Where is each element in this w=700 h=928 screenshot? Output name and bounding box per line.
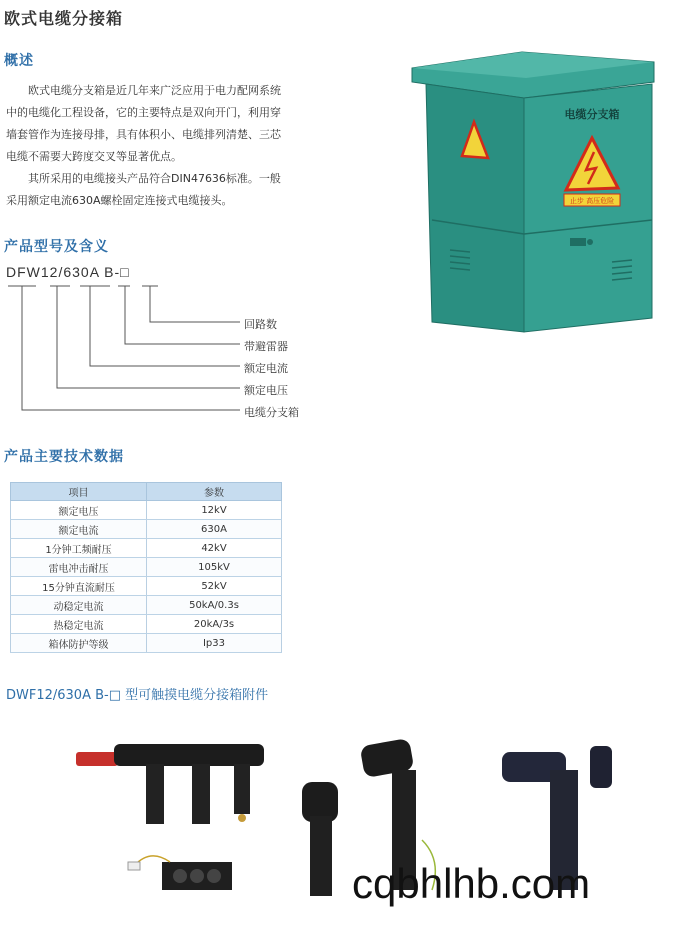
table-row <box>11 634 282 653</box>
table-row <box>11 615 282 634</box>
leader-box <box>22 286 240 410</box>
table-cell: 1分钟工频耐压 <box>11 539 147 558</box>
overview-line: 电缆不需要大跨度交叉等显著优点。 <box>6 150 182 163</box>
cable-branch-box-image <box>404 40 660 340</box>
overview-line: 中的电缆化工程设备，它的主要特点是双向开门，利用穿 <box>6 106 281 119</box>
table-cell: 50kA/0.3s <box>147 596 282 615</box>
connector-leg <box>234 764 250 814</box>
model-code: DFW12/630A B-□ <box>6 264 130 280</box>
table-row <box>11 501 282 520</box>
connector-leg <box>146 764 164 824</box>
table-cell: 12kV <box>147 501 282 520</box>
leader-current <box>90 286 240 366</box>
cabinet-label: 电缆分支箱 <box>564 108 620 121</box>
label-rated-current: 额定电流 <box>244 362 288 375</box>
leader-arrester <box>125 286 240 344</box>
leader-circuits <box>150 286 240 322</box>
model-designation-tree <box>0 278 260 418</box>
red-bushing <box>76 752 118 766</box>
label-rated-voltage: 额定电压 <box>244 384 288 397</box>
socket-block-image <box>128 856 232 890</box>
overview-line: 采用额定电流630A螺栓固定连接式电缆接头。 <box>6 194 233 207</box>
table-cell: 额定电流 <box>11 520 147 539</box>
column-header: 项目 <box>11 483 147 501</box>
specs-heading: 产品主要技术数据 <box>4 449 124 465</box>
connector-bus <box>114 744 264 766</box>
table-cell: 52kV <box>147 577 282 596</box>
connector-leg <box>192 764 210 824</box>
page-title: 欧式电缆分接箱 <box>4 9 124 28</box>
accessories-heading: DWF12/630A B-□ 型可触摸电缆分接箱附件 <box>6 688 269 703</box>
warning-plate-text: 止步 高压危险 <box>569 197 615 205</box>
table-cell: 630A <box>147 520 282 539</box>
watermark-text: cqbhlhb.com <box>352 860 591 907</box>
table-cell: 动稳定电流 <box>11 596 147 615</box>
label-branch-box: 电缆分支箱 <box>244 406 299 419</box>
label-circuits: 回路数 <box>244 318 277 331</box>
table-row <box>11 558 282 577</box>
label-arrester: 带避雷器 <box>244 340 288 353</box>
table-cell: 额定电压 <box>11 501 147 520</box>
table-cell: 雷电冲击耐压 <box>11 558 147 577</box>
brass-terminal <box>238 814 246 822</box>
table-header-row <box>11 483 282 501</box>
overview-line: 欧式电缆分支箱是近几年来广泛应用于电力配网系统 <box>28 84 281 97</box>
overview-text <box>6 80 306 212</box>
three-way-connector-image <box>76 744 264 824</box>
leader-voltage <box>57 286 240 388</box>
table-row <box>11 520 282 539</box>
table-cell: 热稳定电流 <box>11 615 147 634</box>
door-lock-icon <box>570 238 586 246</box>
table-cell: 箱体防护等级 <box>11 634 147 653</box>
table-cell: 20kA/3s <box>147 615 282 634</box>
model-heading: 产品型号及含义 <box>4 239 109 255</box>
cabinet-front-face <box>524 84 652 332</box>
overview-heading: 概述 <box>4 53 34 69</box>
table-cell: 15分钟直流耐压 <box>11 577 147 596</box>
table-cell: 105kV <box>147 558 282 577</box>
overview-line: 其所采用的电缆接头产品符合DIN47636标准。一般 <box>28 172 281 185</box>
table-cell: Ip33 <box>147 634 282 653</box>
table-row <box>11 596 282 615</box>
table-row <box>11 539 282 558</box>
column-header: 参数 <box>147 483 282 501</box>
table-cell: 42kV <box>147 539 282 558</box>
door-knob-icon <box>587 239 593 245</box>
overview-line: 墙套管作为连接母排，具有体积小、电缆排列清楚、三芯 <box>6 128 281 141</box>
spec-table <box>10 482 282 653</box>
table-row <box>11 577 282 596</box>
